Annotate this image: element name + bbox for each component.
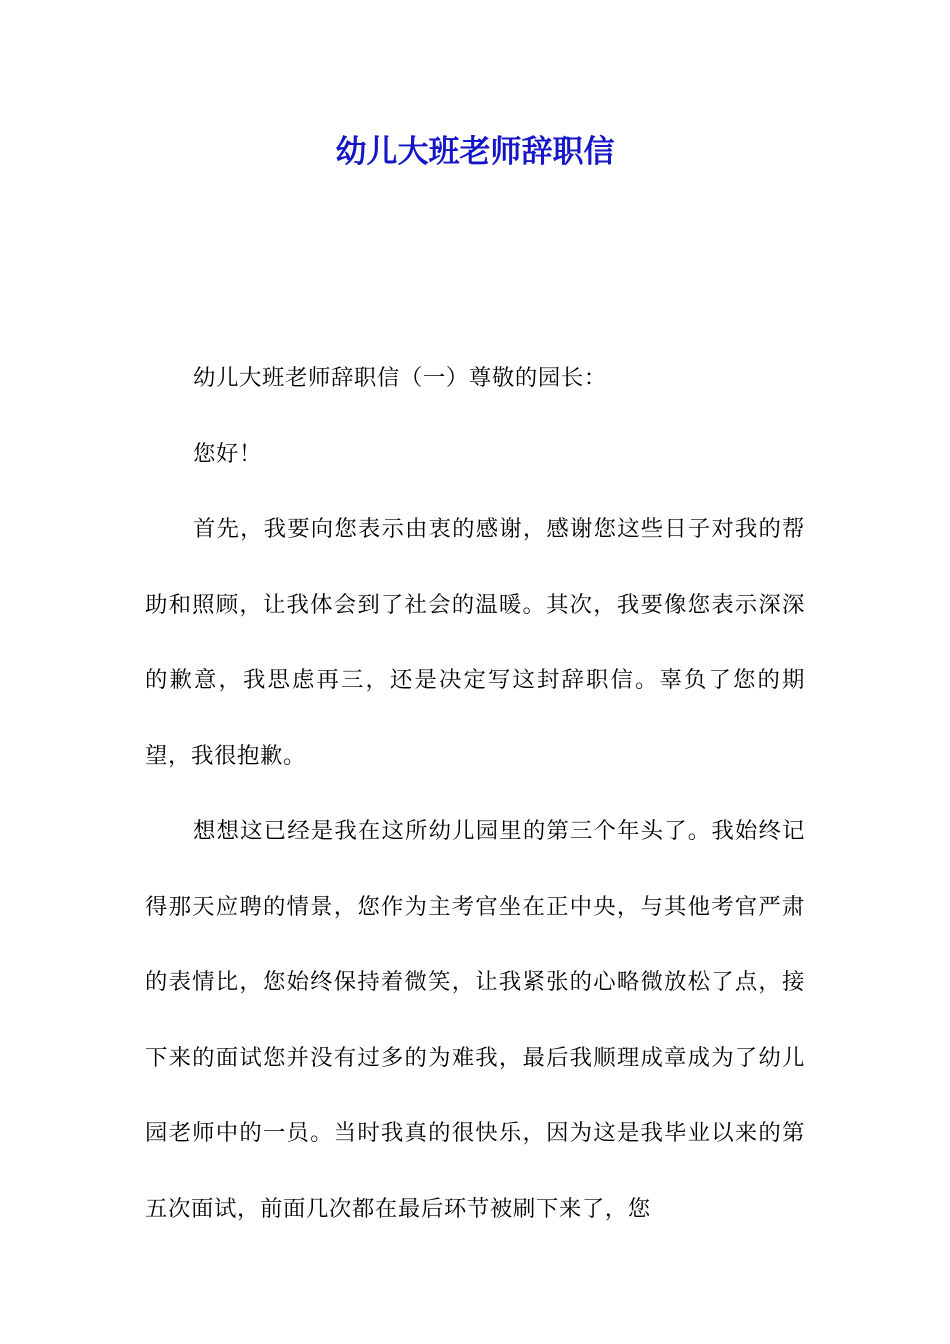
body-paragraph: 首先，我要向您表示由衷的感谢，感谢您这些日子对我的帮助和照顾，让我体会到了社会的温暖。其次，我要像您表示深深的歉意，我思虑再三，还是决定写这封辞职信。辜负了您的期望，我很抱歉。 [145,516,805,769]
letter-body [145,341,805,1247]
document-title: 幼儿大班老师辞职信 [335,134,615,170]
body-paragraph: 想想这已经是我在这所幼儿园里的第三个年头了。我始终记得那天应聘的情景，您作为主考官坐在正中央，与其他考官严肃的表情比，您始终保持着微笑，让我紧张的心略微放松了点，接下来的面试您并没有过多的为难我，最后我顺理成章成为了幼儿园老师中的一员。当时我真的很快乐，因为这是我毕业以来的第五次面试，前面几次都在最后环节被刷下来了，您 [145,818,805,1222]
salutation-paragraph: 幼儿大班老师辞职信（一）尊敬的园长： [193,365,607,391]
greeting-paragraph: 您好！ [193,440,262,467]
